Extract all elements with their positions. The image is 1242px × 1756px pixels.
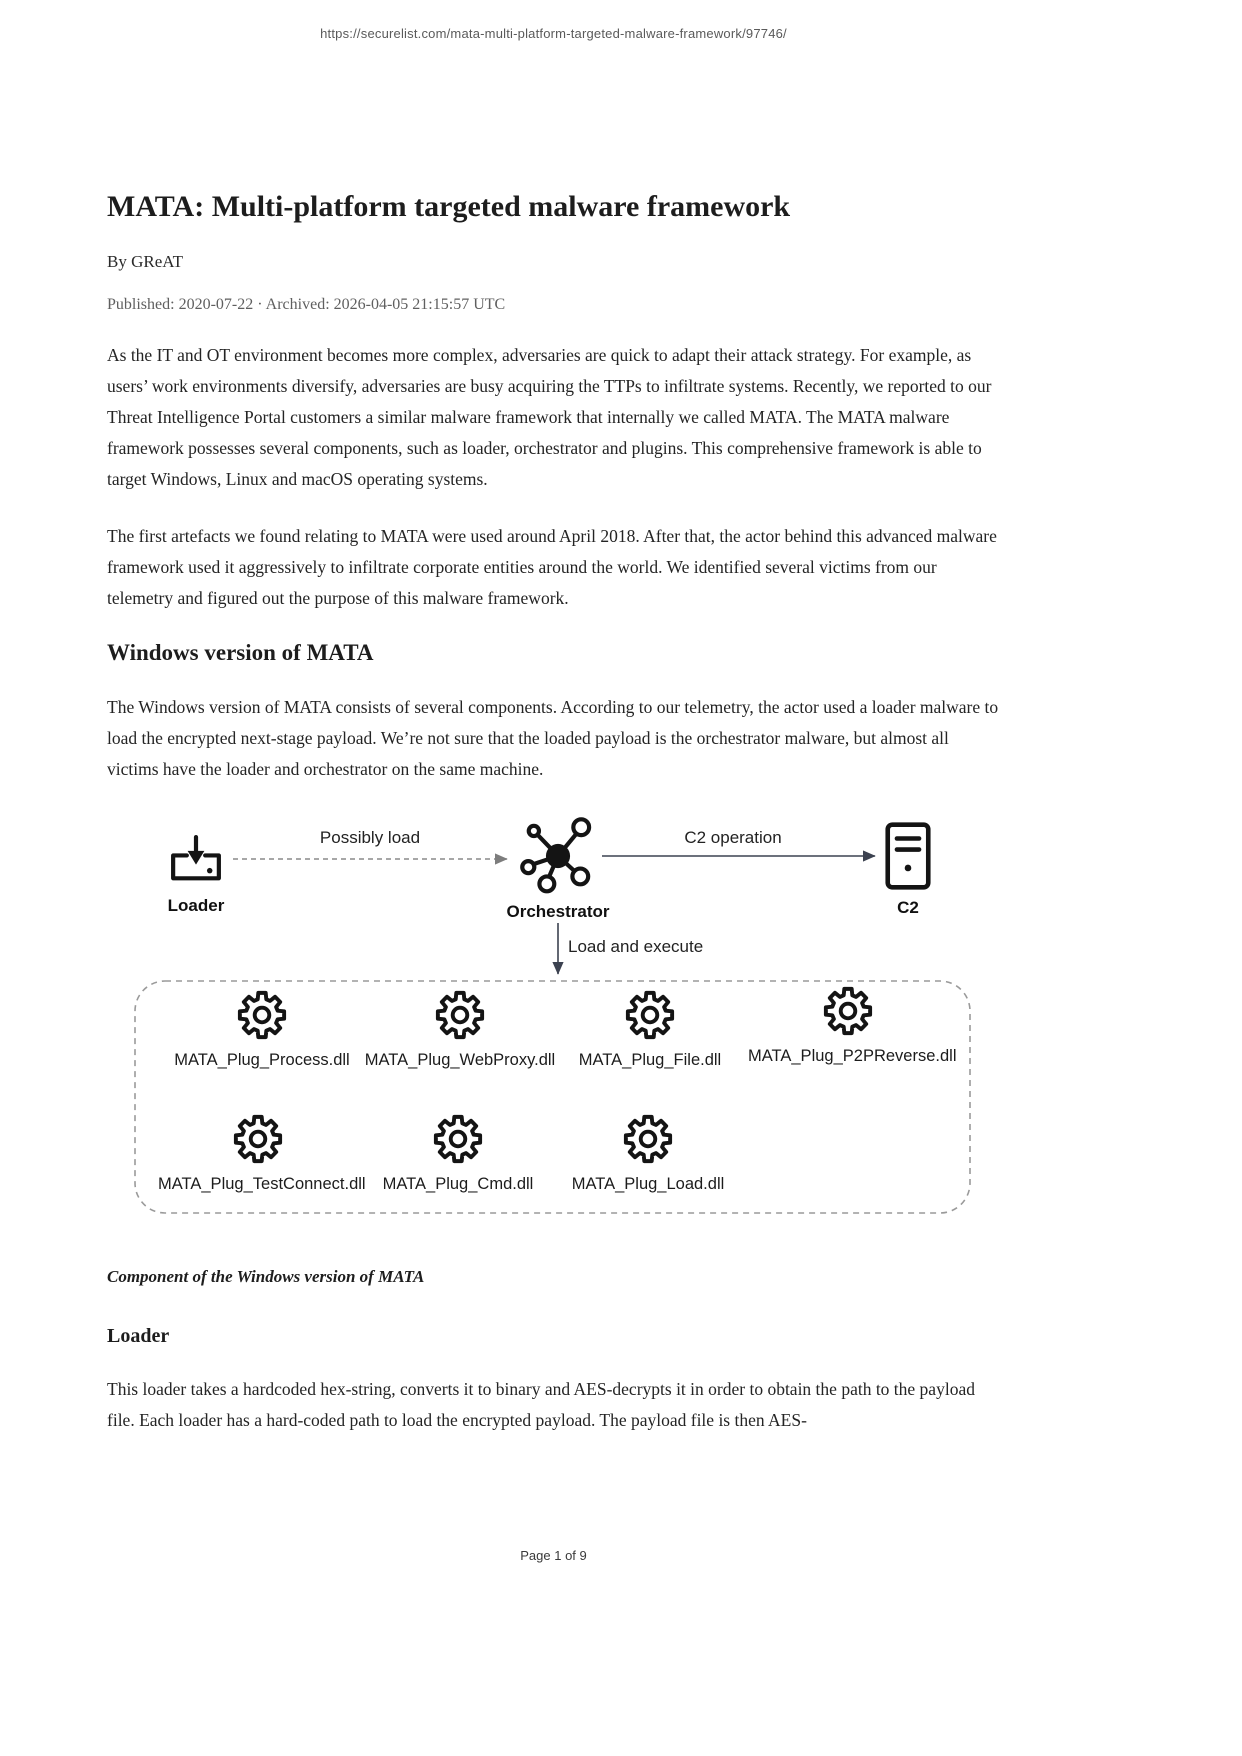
- node-orchestrator: [498, 817, 618, 922]
- edge-label-possibly-load: Possibly load: [319, 828, 421, 847]
- plugin-label: MATA_Plug_TestConnect.dll: [158, 1175, 366, 1193]
- gear-icon: [820, 983, 876, 1039]
- orchestrator-icon: [519, 817, 597, 895]
- gear-icon: [234, 987, 290, 1043]
- node-loader: [150, 831, 242, 916]
- plugin-label: MATA_Plug_Load.dll: [571, 1175, 725, 1193]
- plugin-label: MATA_Plug_File.dll: [578, 1051, 722, 1069]
- node-label-orchestrator: Orchestrator: [506, 902, 610, 921]
- paragraph-4: This loader takes a hardcoded hex-string, converts it to binary and AES-decrypts it in order to obtain the path to the payload file. Each loader has a hard-coded path to load the encrypted payload. The payload file is then AES-: [107, 1379, 975, 1430]
- plugin-label: MATA_Plug_P2PReverse.dll: [748, 1047, 957, 1065]
- plugin-file: [550, 987, 750, 1070]
- plugin-cmd: [358, 1111, 558, 1194]
- gear-icon: [432, 987, 488, 1043]
- article-content: [107, 0, 1000, 1436]
- node-label-loader: Loader: [167, 896, 225, 915]
- plugin-load: [548, 1111, 748, 1194]
- loader-icon: [164, 831, 228, 889]
- gear-icon: [620, 1111, 676, 1167]
- gear-icon: [622, 987, 678, 1043]
- node-c2: [878, 821, 938, 918]
- gear-icon: [430, 1111, 486, 1167]
- paragraph-1: As the IT and OT environment becomes more complex, adversaries are quick to adapt their attack strategy. For example, as users’ work environments diversify, adversaries are busy acquiring the TTPs to infiltrate systems. Recently, we reported to our Threat Intelligence Portal customers a similar malware framework that internally we called MATA. The MATA malware framework possesses several components, such as loader, orchestrator and plugins. This comprehensive framework is able to target Windows, Linux and macOS operating systems.: [107, 345, 992, 489]
- plugin-process: [162, 987, 362, 1070]
- byline: By GReAT: [107, 252, 184, 271]
- figure-caption: Component of the Windows version of MATA: [107, 1267, 425, 1286]
- node-label-c2: C2: [897, 898, 919, 917]
- article-title: MATA: Multi-platform targeted malware framework: [107, 190, 791, 223]
- c2-server-icon: [884, 821, 932, 891]
- plugin-testconnect: [158, 1111, 366, 1194]
- publish-meta: Published: 2020-07-22 · Archived: 2026-04-05 21:15:57 UTC: [107, 296, 506, 313]
- paragraph-3: The Windows version of MATA consists of several components. According to our telemetry, the actor used a loader malware to load the encrypted next-stage payload. We’re not sure that the loaded payload is the orchestrator malware, but almost all victims have the loader and orchestrator on the same machine.: [107, 697, 999, 779]
- page-number: Page 1 of 9: [520, 1548, 587, 1563]
- edge-label-load-and-execute: Load and execute: [568, 937, 704, 956]
- section-heading-loader: Loader: [107, 1325, 170, 1347]
- section-heading-windows-version: Windows version of MATA: [107, 640, 374, 665]
- plugin-label: MATA_Plug_Process.dll: [174, 1051, 350, 1069]
- plugin-webproxy: [360, 987, 560, 1070]
- plugin-p2preverse: [748, 983, 957, 1066]
- source-url: https://securelist.com/mata-multi-platform-targeted-malware-framework/97746/: [320, 26, 787, 41]
- plugin-label: MATA_Plug_WebProxy.dll: [364, 1051, 556, 1069]
- edge-label-c2-operation: C2 operation: [684, 828, 782, 847]
- paragraph-2: The first artefacts we found relating to MATA were used around April 2018. After that, the actor behind this advanced malware framework used it aggressively to infiltrate corporate entities around the world. We identified several victims from our telemetry and figured out the purpose of this malware framework.: [107, 526, 997, 608]
- architecture-diagram: [107, 811, 1000, 1223]
- plugin-label: MATA_Plug_Cmd.dll: [382, 1175, 534, 1193]
- gear-icon: [230, 1111, 286, 1167]
